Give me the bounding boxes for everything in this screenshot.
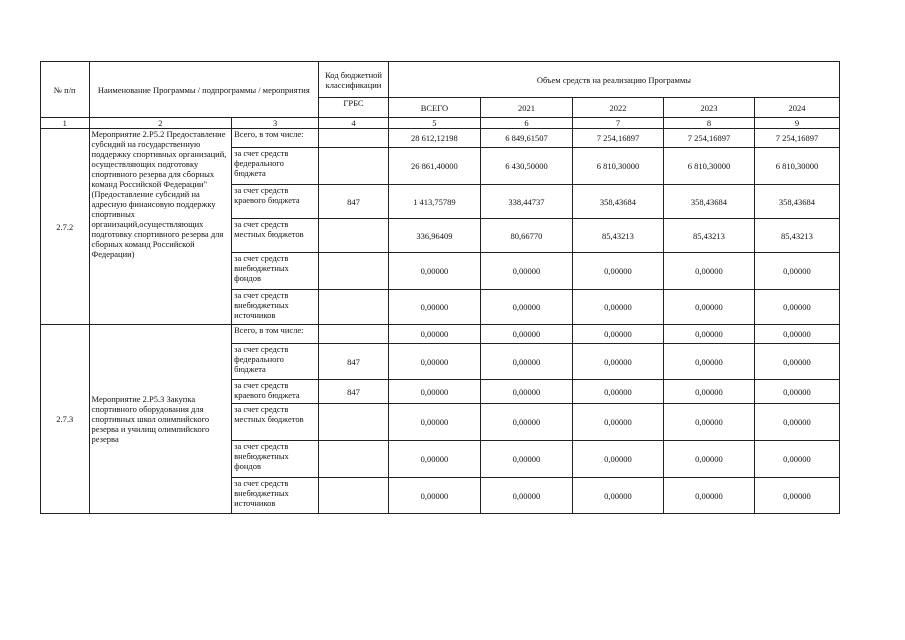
header-name: Наименование Программы / подпрограммы / мероприятия — [89, 62, 319, 118]
event-name: Мероприятие 2.Р5.3 Закупка спортивного оборудования для спортивных школ олимпийского резерва и училищ олимпийского резерва — [89, 325, 232, 514]
grbs-code — [319, 129, 389, 148]
header-num: № п/п — [41, 62, 90, 118]
year-value: 0,00000 — [754, 441, 839, 478]
year-value: 0,00000 — [663, 478, 754, 514]
year-value: 0,00000 — [572, 325, 663, 344]
table-row — [41, 129, 840, 148]
year-value: 0,00000 — [754, 325, 839, 344]
total-value: 0,00000 — [388, 290, 480, 325]
total-value: 0,00000 — [388, 380, 480, 404]
year-value: 0,00000 — [663, 290, 754, 325]
grbs-code: 847 — [319, 380, 389, 404]
column-number: 3 — [232, 118, 319, 129]
total-value: 1 413,75789 — [388, 185, 480, 219]
total-value: 28 612,12198 — [388, 129, 480, 148]
column-number: 9 — [754, 118, 839, 129]
year-value: 0,00000 — [572, 380, 663, 404]
row-index: 2.7.2 — [41, 129, 90, 325]
year-value: 0,00000 — [663, 380, 754, 404]
header-code: Код бюджетной классификации — [319, 62, 389, 98]
funding-source: Всего, в том числе: — [232, 129, 319, 148]
year-value: 85,43213 — [663, 219, 754, 253]
year-value: 0,00000 — [572, 344, 663, 380]
header-grbs: ГРБС — [319, 98, 389, 118]
header-year: 2023 — [663, 98, 754, 118]
header-row — [41, 62, 840, 98]
header-total: ВСЕГО — [388, 98, 480, 118]
event-name: Мероприятие 2.Р5.2 Предоставление субсидий на государственную поддержку спортивных организаций, осуществляющих подготовку спортивного резерва для сборных команд Российской Федерации" (Предоставление субсидий на адресную финансовую поддержку спортивных организаций,осуществляющих подготовку спортивного резерва для сборных команд Российской Федерации) — [89, 129, 232, 325]
table-row — [41, 325, 840, 344]
year-value: 85,43213 — [754, 219, 839, 253]
funding-source: за счет средств краевого бюджета — [232, 380, 319, 404]
year-value: 0,00000 — [754, 344, 839, 380]
column-number: 1 — [41, 118, 90, 129]
year-value: 338,44737 — [480, 185, 572, 219]
grbs-code — [319, 148, 389, 185]
funding-source: за счет средств внебюджетных источников — [232, 290, 319, 325]
total-value: 26 861,40000 — [388, 148, 480, 185]
year-value: 358,43684 — [572, 185, 663, 219]
year-value: 0,00000 — [663, 344, 754, 380]
grbs-code — [319, 290, 389, 325]
year-value: 80,66770 — [480, 219, 572, 253]
funding-source: Всего, в том числе: — [232, 325, 319, 344]
year-value: 0,00000 — [480, 380, 572, 404]
column-number: 8 — [663, 118, 754, 129]
funding-source: за счет средств внебюджетных фондов — [232, 441, 319, 478]
total-value: 0,00000 — [388, 478, 480, 514]
year-value: 6 810,30000 — [663, 148, 754, 185]
year-value: 7 254,16897 — [754, 129, 839, 148]
total-value: 0,00000 — [388, 253, 480, 290]
year-value: 358,43684 — [754, 185, 839, 219]
grbs-code — [319, 441, 389, 478]
header-year: 2021 — [480, 98, 572, 118]
column-number: 4 — [319, 118, 389, 129]
year-value: 0,00000 — [480, 325, 572, 344]
year-value: 0,00000 — [663, 404, 754, 441]
year-value: 85,43213 — [572, 219, 663, 253]
year-value: 358,43684 — [663, 185, 754, 219]
funding-source: за счет средств краевого бюджета — [232, 185, 319, 219]
year-value: 0,00000 — [572, 253, 663, 290]
year-value: 0,00000 — [480, 441, 572, 478]
year-value: 0,00000 — [663, 325, 754, 344]
funding-source: за счет средств федерального бюджета — [232, 344, 319, 380]
budget-table — [40, 61, 840, 514]
total-value: 0,00000 — [388, 441, 480, 478]
year-value: 6 849,61507 — [480, 129, 572, 148]
funding-source: за счет средств внебюджетных источников — [232, 478, 319, 514]
year-value: 0,00000 — [572, 478, 663, 514]
year-value: 0,00000 — [572, 290, 663, 325]
total-value: 0,00000 — [388, 325, 480, 344]
year-value: 0,00000 — [572, 404, 663, 441]
column-number: 2 — [89, 118, 232, 129]
year-value: 0,00000 — [754, 380, 839, 404]
year-value: 0,00000 — [754, 404, 839, 441]
column-numbers-row — [41, 118, 840, 129]
year-value: 7 254,16897 — [663, 129, 754, 148]
year-value: 6 430,50000 — [480, 148, 572, 185]
year-value: 0,00000 — [480, 290, 572, 325]
year-value: 0,00000 — [480, 404, 572, 441]
column-number: 6 — [480, 118, 572, 129]
year-value: 0,00000 — [480, 253, 572, 290]
year-value: 0,00000 — [480, 478, 572, 514]
grbs-code — [319, 253, 389, 290]
funding-source: за счет средств внебюджетных фондов — [232, 253, 319, 290]
year-value: 0,00000 — [754, 290, 839, 325]
year-value: 0,00000 — [754, 253, 839, 290]
header-year: 2022 — [572, 98, 663, 118]
total-value: 0,00000 — [388, 404, 480, 441]
year-value: 0,00000 — [663, 441, 754, 478]
header-volume: Объем средств на реализацию Программы — [388, 62, 839, 98]
year-value: 7 254,16897 — [572, 129, 663, 148]
column-number: 7 — [572, 118, 663, 129]
grbs-code: 847 — [319, 344, 389, 380]
grbs-code: 847 — [319, 185, 389, 219]
year-value: 0,00000 — [663, 253, 754, 290]
funding-source: за счет средств местных бюджетов — [232, 219, 319, 253]
year-value: 0,00000 — [480, 344, 572, 380]
funding-source: за счет средств местных бюджетов — [232, 404, 319, 441]
grbs-code — [319, 325, 389, 344]
year-value: 6 810,30000 — [572, 148, 663, 185]
header-year: 2024 — [754, 98, 839, 118]
total-value: 336,96409 — [388, 219, 480, 253]
year-value: 0,00000 — [572, 441, 663, 478]
grbs-code — [319, 478, 389, 514]
row-index: 2.7.3 — [41, 325, 90, 514]
year-value: 0,00000 — [754, 478, 839, 514]
grbs-code — [319, 219, 389, 253]
total-value: 0,00000 — [388, 344, 480, 380]
grbs-code — [319, 404, 389, 441]
funding-source: за счет средств федерального бюджета — [232, 148, 319, 185]
column-number: 5 — [388, 118, 480, 129]
year-value: 6 810,30000 — [754, 148, 839, 185]
